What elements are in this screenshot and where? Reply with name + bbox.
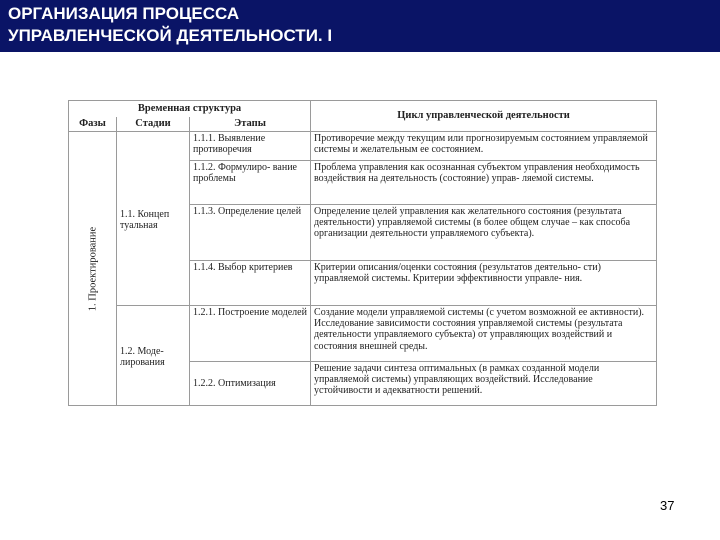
header-time-structure: Временная структура (69, 101, 311, 117)
phase-label: 1. Проектирование (86, 226, 98, 311)
header-stadia: Стадии (117, 117, 190, 132)
stadia-modeling: 1.2. Моде- лирования (117, 306, 190, 406)
stadia-conceptual: 1.1. Концеп туальная (117, 132, 190, 306)
management-cycle-table (68, 100, 657, 406)
page-number: 37 (660, 498, 675, 513)
cycle-cell: Проблема управления как осознанная субъектом управления необходимость воздействия на деятельность (состояние) управ- ляемой системы. (311, 161, 657, 205)
cycle-cell: Определение целей управления как желательного состояния (результата деятельности) управляемой системы (в более общем случае – как способа организации деятельности управляемого субъекта). (311, 205, 657, 261)
slide-title-line-2: УПРАВЛЕНЧЕСКОЙ ДЕЯТЕЛЬНОСТИ. I (8, 26, 333, 45)
slide-title-line-1: ОРГАНИЗАЦИЯ ПРОЦЕССА (8, 4, 240, 23)
header-phases: Фазы (69, 117, 117, 132)
cycle-cell: Противоречие между текущим или прогнозируемым состоянием управляемой системы и желательным ее состоянием. (311, 132, 657, 161)
title-bar (0, 0, 720, 52)
slide-title (8, 3, 332, 47)
stage-cell: 1.1.1. Выявление противоречия (190, 132, 311, 161)
stage-cell: 1.1.3. Определение целей (190, 205, 311, 261)
stage-cell: 1.2.1. Построение моделей (190, 306, 311, 362)
stage-cell: 1.1.2. Формулиро- вание проблемы (190, 161, 311, 205)
stage-cell: 1.2.2. Оптимизация (190, 362, 311, 406)
phase-cell (69, 132, 117, 406)
stage-cell: 1.1.4. Выбор критериев (190, 261, 311, 306)
header-stages: Этапы (190, 117, 311, 132)
header-cycle: Цикл управленческой деятельности (311, 101, 657, 132)
cycle-cell: Создание модели управляемой системы (с учетом возможной ее активности). Исследование зависимости состояния управляемой системы (результата деятельности управляемого субъекта) от управляющих воздействий и состояния внешней среды. (311, 306, 657, 362)
cycle-cell: Критерии описания/оценки состояния (результатов деятельно- сти) управляемой системы. Критерии эффективности управле- ния. (311, 261, 657, 306)
cycle-cell: Решение задачи синтеза оптимальных (в рамках созданной модели управляемой системы) управляющих воздействий. Исследование устойчивости и адекватности решений. (311, 362, 657, 406)
